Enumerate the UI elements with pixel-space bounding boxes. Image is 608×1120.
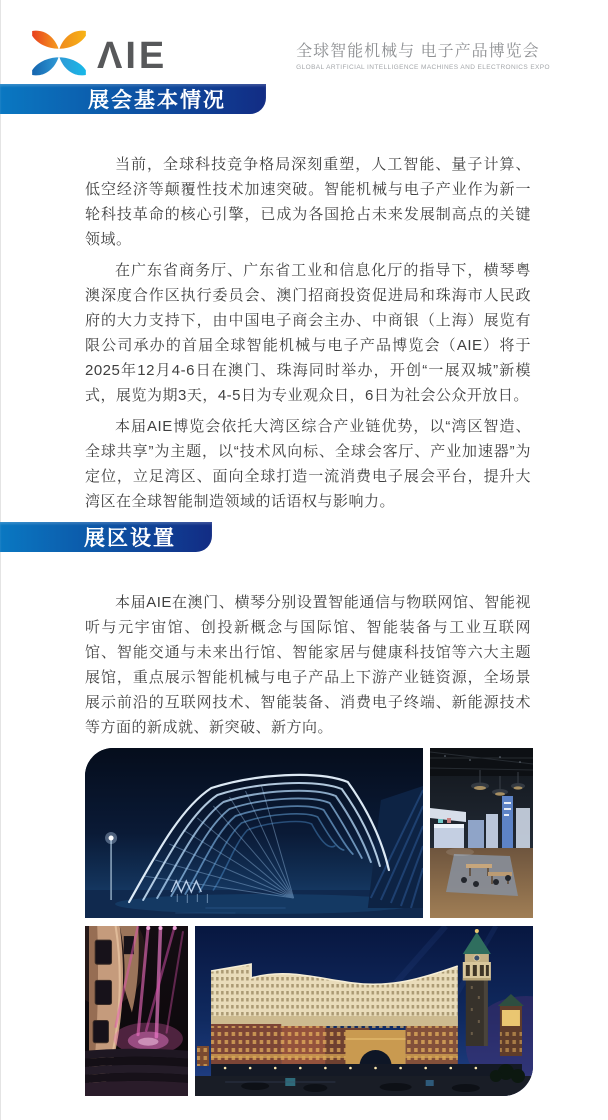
photo-expo-building-night	[85, 748, 423, 918]
paragraph: 当前，全球科技竞争格局深刻重塑，人工智能、量子计算、低空经济等颠覆性技术加速突破。智能机械与电子产业作为新一轮科技革命的核心引擎，已成为各国抢占未来发展制高点的关键领域。	[85, 156, 531, 248]
photo-theater-stage	[85, 926, 188, 1096]
aie-logo-text: ΛIE	[97, 34, 168, 77]
paragraph: 本届AIE博览会依托大湾区综合产业链优势，以“湾区智造、全球共享”为主题，以“技术风向标、全球会客厅、产业加速器”为定位，立足湾区、面向全球打造一流消费电子展会平台，提升大湾区在全球智能制造领域的话语权与影响力。	[85, 418, 531, 510]
section-title: 展会基本情况	[88, 89, 226, 112]
section-overview-text	[85, 152, 531, 514]
paragraph: 本届AIE在澳门、横琴分别设置智能通信与物联网馆、智能视听与元宇宙馆、创投新概念与国际馆、智能装备与工业互联网馆、智能交通与未来出行馆、智能家居与健康科技馆等六大主题展馆，重点展示智能机械与电子产品上下游产业链资源，全场景展示前沿的互联网技术、智能装备、消费电子终端、新能源技术等方面的新成就、新突破、新方向。	[85, 594, 531, 736]
aie-logo	[30, 30, 167, 81]
photo-row-1	[85, 748, 533, 918]
photo-gallery	[85, 748, 533, 1096]
expo-title-english: GLOBAL ARTIFICIAL INTELLIGENCE MACHINES AND ELECTRONICS EXPO	[296, 64, 550, 71]
expo-title-block	[296, 38, 550, 71]
paragraph: 在广东省商务厅、广东省工业和信息化厅的指导下，横琴粤澳深度合作区执行委员会、澳门招商投资促进局和珠海市人民政府的大力支持下，由中国电子商会主办、中商银（上海）展览有限公司承办的首届全球智能机械与电子产品博览会（AIE）将于2025年12月4-6日在澳门、珠海同时举办，开创“一展双城”新模式，展览为期3天，4-5日为专业观众日，6日为社会公众开放日。	[85, 262, 531, 404]
photo-row-2	[85, 926, 533, 1096]
aie-logo-icon	[30, 30, 88, 81]
page-header	[30, 30, 550, 78]
section-banner-exhibition-overview	[0, 84, 266, 114]
section-banner-exhibition-zones	[0, 522, 212, 552]
photo-exhibition-booth	[430, 748, 533, 918]
section-zones-text	[85, 590, 531, 740]
photo-venetian-macao	[195, 926, 533, 1096]
section-title: 展区设置	[84, 527, 176, 550]
expo-title-chinese: 全球智能机械与 电子产品博览会	[296, 43, 540, 60]
